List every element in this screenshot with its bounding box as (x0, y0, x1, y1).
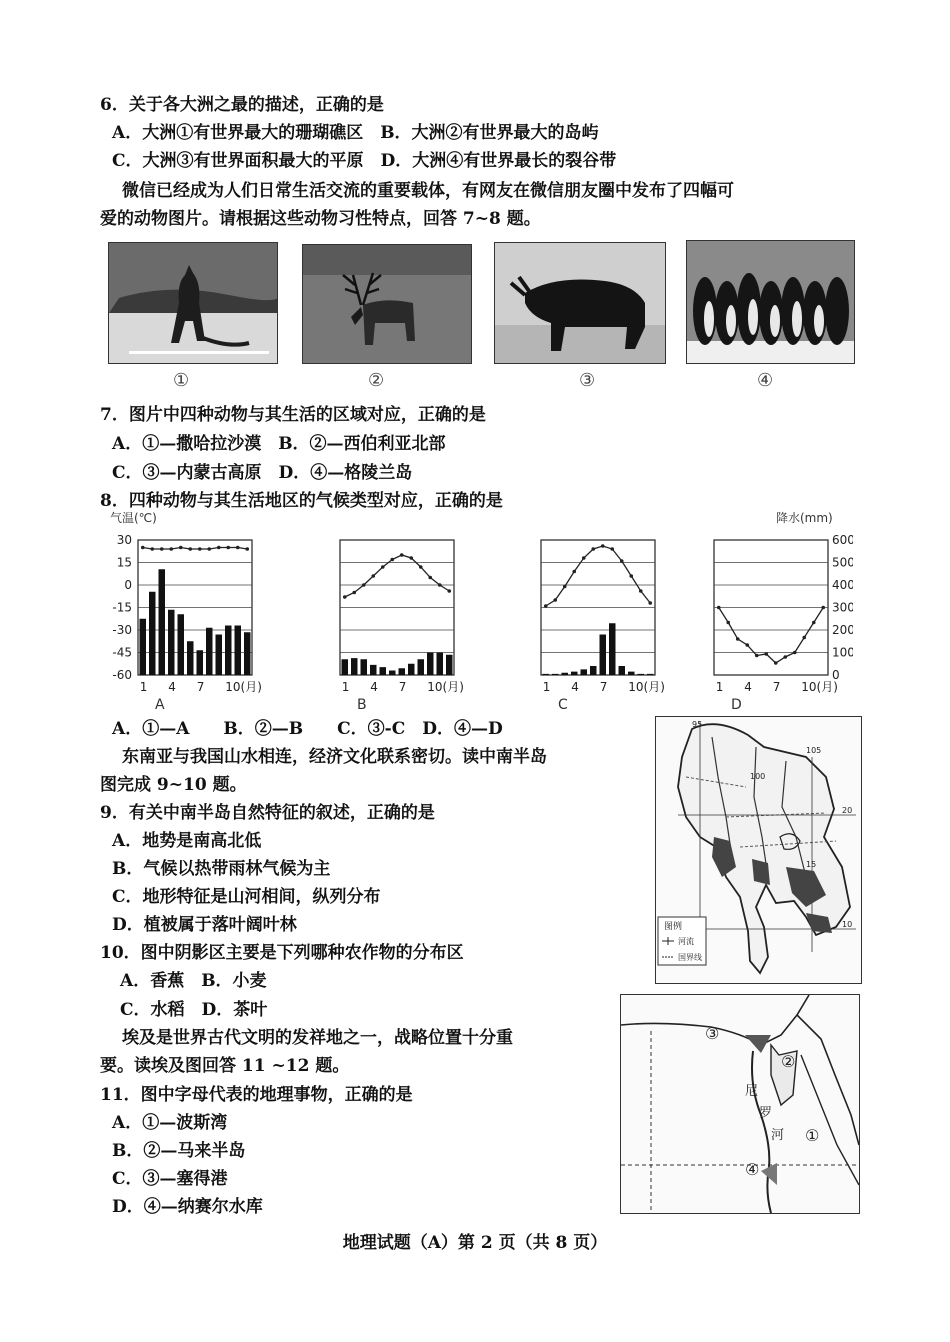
egypt-marker-2: ② (781, 1052, 796, 1071)
q10-options-cd: C．水稻 D．茶叶 (120, 1000, 268, 1020)
precip-bar (619, 666, 626, 675)
q9-option-a: A．地势是南高北低 (112, 831, 262, 851)
month-tick: 7 (196, 680, 205, 694)
month-tick: 1 (715, 680, 724, 694)
precip-bar (562, 673, 569, 675)
precip-bar (361, 659, 368, 675)
climate-charts-svg (108, 510, 853, 720)
precip-bar (399, 668, 406, 675)
temperature-point (793, 651, 797, 655)
temperature-point (553, 598, 557, 602)
kangaroo-photo (108, 242, 278, 364)
month-tick: 4 (370, 680, 378, 694)
precip-bar (543, 674, 550, 675)
intro-11-12-line2: 要。读埃及图回答 11 ~12 题。 (100, 1056, 350, 1076)
temperature-point (141, 546, 145, 550)
temperature-point (582, 556, 586, 560)
temperature-point (764, 652, 768, 656)
precip-bar (351, 658, 358, 675)
temperature-point (236, 546, 240, 550)
precip-bar (178, 614, 185, 675)
temperature-point (544, 604, 548, 608)
temperature-point (591, 547, 595, 551)
q9-option-d: D．植被属于落叶阔叶林 (112, 915, 297, 935)
month-tick: 10(月) (427, 680, 464, 694)
temperature-point (572, 570, 576, 574)
temperature-point (438, 583, 442, 587)
month-tick: 1 (341, 680, 350, 694)
month-tick: 4 (744, 680, 752, 694)
q7-stem: 7．图片中四种动物与其生活的区域对应，正确的是 (100, 405, 486, 425)
nile-label-1: 尼 (745, 1084, 759, 1099)
precip-bar (628, 672, 635, 675)
month-tick: 10(月) (801, 680, 838, 694)
climate-charts (108, 510, 853, 720)
temperature-point (169, 547, 173, 551)
precip-bar (140, 619, 147, 675)
temperature-point (812, 621, 816, 625)
precip-bar (159, 569, 166, 675)
month-tick: 10(月) (628, 680, 665, 694)
temp-tick: 0 (124, 578, 132, 592)
precip-tick: 0 (832, 668, 840, 682)
temperature-point (419, 565, 423, 569)
photo-label-4: ④ (757, 370, 774, 391)
chart-label-D: D (731, 697, 742, 713)
month-tick: 4 (571, 680, 579, 694)
q11-option-a: A．①—波斯湾 (112, 1113, 228, 1133)
temperature-point (343, 595, 347, 599)
photo-label-2: ② (368, 370, 385, 391)
intro-9-10-line2: 图完成 9~10 题。 (100, 775, 247, 795)
egypt-marker-1: ① (805, 1126, 820, 1145)
month-tick: 7 (772, 680, 781, 694)
precip-bar (647, 674, 654, 675)
precip-bar (206, 628, 213, 675)
precip-tick: 500 (832, 555, 853, 570)
temperature-line-D (719, 608, 824, 664)
page-footer: 地理试题（A）第 2 页（共 8 页） (342, 1233, 608, 1253)
temperature-point (381, 565, 385, 569)
temperature-point (620, 559, 624, 563)
temperature-point (371, 574, 375, 578)
nile-label-3: 河 (771, 1128, 785, 1143)
q7-options-cd: C．③—内蒙古高原 D．④—格陵兰岛 (112, 463, 413, 483)
precip-bar (638, 674, 645, 675)
egypt-map (620, 994, 860, 1214)
temperature-point (783, 655, 787, 659)
map-lat-20: 20 (842, 806, 853, 815)
temperature-point (409, 556, 413, 560)
egypt-marker-4: ④ (745, 1160, 760, 1179)
intro-7-8-line2: 爱的动物图片。请根据这些动物习性特点，回答 7~8 题。 (100, 209, 541, 229)
q9-option-c: C．地形特征是山河相间，纵列分布 (112, 887, 381, 907)
precip-bar (225, 626, 232, 676)
photo-label-3: ③ (579, 370, 596, 391)
temperature-point (601, 544, 605, 548)
map-legend-border: 国界线 (678, 953, 702, 962)
temperature-point (639, 589, 643, 593)
precip-bar (187, 641, 194, 675)
temperature-point (188, 547, 192, 551)
intro-9-10-line1: 东南亚与我国山水相连，经济文化联系密切。读中南半岛 (122, 747, 547, 767)
month-tick: 7 (398, 680, 407, 694)
precip-bar (581, 669, 588, 675)
map-lat-10: 10 (842, 920, 853, 929)
reindeer-photo (302, 244, 472, 364)
precip-bar (571, 672, 578, 675)
month-tick: 1 (542, 680, 551, 694)
precip-bar (235, 626, 242, 676)
temp-tick: -30 (112, 623, 132, 637)
temperature-point (245, 547, 249, 551)
temperature-point (774, 661, 778, 665)
temperature-point (447, 589, 451, 593)
precip-tick: 300 (832, 600, 853, 615)
precip-bar (552, 674, 559, 675)
month-tick: 10(月) (225, 680, 262, 694)
temp-tick: -15 (112, 600, 132, 615)
q8-stem: 8．四种动物与其生活地区的气候类型对应，正确的是 (100, 491, 503, 511)
temperature-point (629, 574, 633, 578)
precip-tick: 200 (832, 623, 853, 637)
temperature-point (821, 606, 825, 610)
map-lat-15: 15 (806, 860, 817, 869)
precip-bar (197, 650, 204, 675)
q10-stem: 10．图中阴影区主要是下列哪种农作物的分布区 (100, 943, 464, 963)
temperature-point (400, 553, 404, 557)
precip-tick: 100 (832, 645, 853, 660)
temperature-line-A (143, 548, 248, 550)
q9-option-b: B．气候以热带雨林气候为主 (112, 859, 331, 879)
temp-tick: -60 (112, 668, 132, 682)
map-lon-105: 105 (806, 746, 822, 755)
temperature-point (207, 547, 211, 551)
precip-bar (370, 665, 377, 675)
precip-bar (389, 671, 396, 676)
indochina-map (655, 716, 862, 984)
temperature-point (352, 591, 356, 595)
precip-bar (408, 664, 415, 675)
q11-option-c: C．③—塞得港 (112, 1169, 228, 1189)
temperature-point (428, 576, 432, 580)
precip-bar (590, 666, 597, 675)
temperature-point (717, 606, 721, 610)
chart-label-A: A (155, 697, 165, 713)
q8-answer-options: A．①—A B．②—B C．③-C D．④—D (112, 719, 503, 739)
temperature-point (802, 636, 806, 640)
temp-tick: 15 (116, 555, 132, 570)
yak-photo (494, 242, 666, 364)
temp-tick: 30 (116, 533, 132, 547)
egypt-marker-3: ③ (705, 1024, 720, 1043)
temperature-point (563, 585, 567, 589)
temperature-point (736, 637, 740, 641)
temperature-point (217, 546, 221, 550)
temperature-line-C (546, 546, 651, 606)
month-tick: 4 (168, 680, 176, 694)
month-tick: 1 (139, 680, 148, 694)
q6-options-cd: C．大洲③有世界面积最大的平原 D．大洲④有世界最长的裂谷带 (112, 151, 617, 171)
temperature-point (726, 621, 730, 625)
q11-option-d: D．④—纳赛尔水库 (112, 1197, 263, 1217)
q11-option-b: B．②—马来半岛 (112, 1141, 246, 1161)
precip-axis-label: 降水(mm) (776, 511, 833, 525)
precip-bar (600, 635, 607, 676)
q11-stem: 11．图中字母代表的地理事物，正确的是 (100, 1085, 413, 1105)
photo-label-1: ① (173, 370, 190, 391)
temperature-point (390, 558, 394, 562)
precip-bar (342, 659, 349, 675)
precip-tick: 600 (832, 533, 853, 547)
q6-options-ab: A．大洲①有世界最大的珊瑚礁区 B．大洲②有世界最大的岛屿 (112, 123, 599, 143)
temperature-point (160, 547, 164, 551)
temp-tick: -45 (112, 645, 132, 660)
q9-stem: 9．有关中南半岛自然特征的叙述，正确的是 (100, 803, 435, 823)
temperature-point (610, 547, 614, 551)
chart-label-B: B (357, 697, 367, 713)
map-legend-river: 河流 (678, 937, 694, 946)
precip-bar (380, 667, 387, 675)
chart-label-C: C (558, 697, 568, 713)
precip-bar (216, 635, 223, 676)
map-lon-95: 95 (692, 720, 703, 729)
precip-bar (418, 659, 425, 675)
temperature-line-B (345, 555, 450, 597)
temperature-point (226, 546, 230, 550)
precip-bar (149, 592, 156, 675)
precip-bar (446, 655, 453, 675)
intro-7-8-line1: 微信已经成为人们日常生活交流的重要载体，有网友在微信朋友圈中发布了四幅可 (122, 181, 734, 201)
temperature-point (755, 654, 759, 658)
intro-11-12-line1: 埃及是世界古代文明的发祥地之一，战略位置十分重 (122, 1028, 513, 1048)
month-tick: 7 (599, 680, 608, 694)
temperature-point (150, 547, 154, 551)
temperature-point (179, 546, 183, 550)
temperature-point (362, 583, 366, 587)
nile-label-2: 罗 (759, 1106, 773, 1121)
precip-bar (609, 623, 616, 675)
penguins-photo (686, 240, 855, 364)
precip-bar (427, 653, 434, 676)
map-lon-100: 100 (750, 772, 766, 781)
temp-axis-label: 气温(℃) (110, 511, 157, 525)
precip-bar (168, 610, 175, 675)
precip-bar (244, 632, 251, 675)
precip-tick: 400 (832, 578, 853, 592)
temperature-point (198, 547, 202, 551)
q7-options-ab: A．①—撒哈拉沙漠 B．②—西伯利亚北部 (112, 434, 446, 454)
q6-stem: 6．关于各大洲之最的描述，正确的是 (100, 95, 384, 115)
precip-bar (437, 653, 444, 676)
map-legend-title: 图例 (664, 922, 683, 932)
temperature-point (745, 643, 749, 647)
q10-options-ab: A．香蕉 B．小麦 (120, 971, 267, 991)
temperature-point (648, 601, 652, 605)
